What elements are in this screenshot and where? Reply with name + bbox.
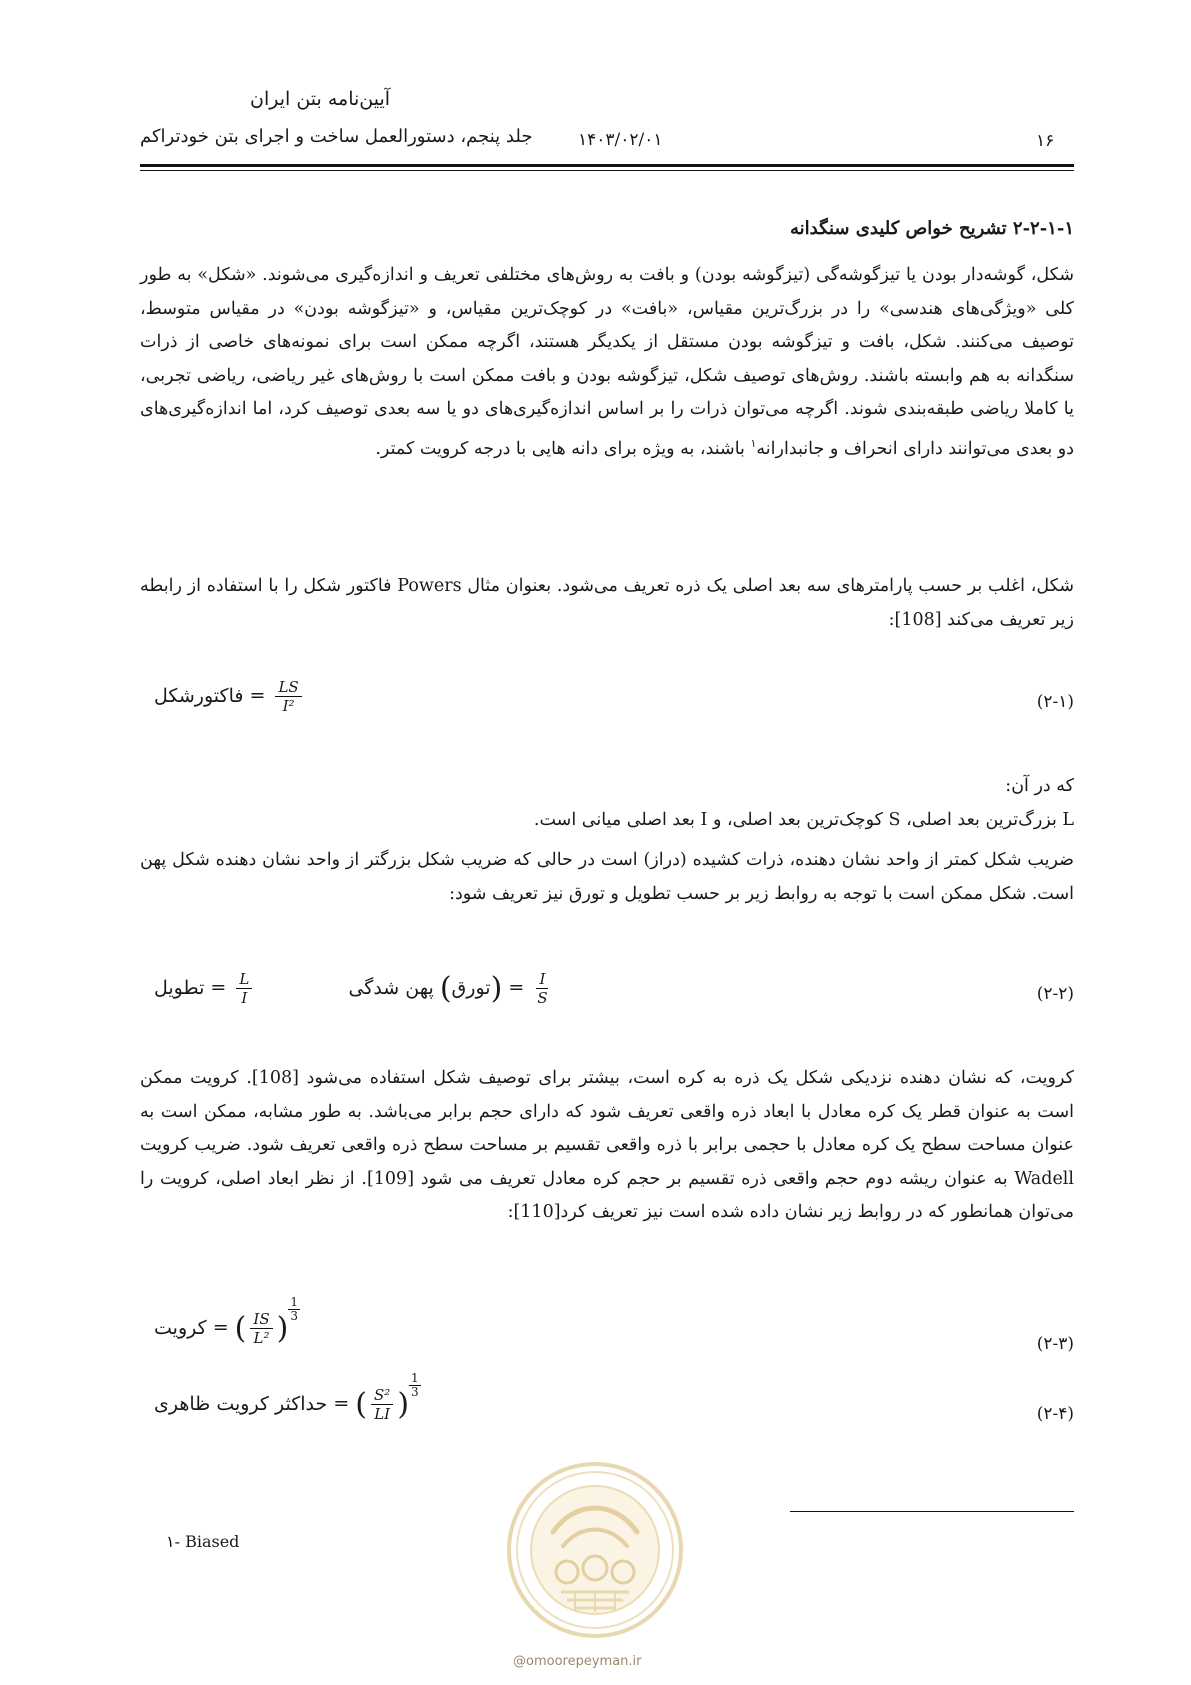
equation-number: (۲-۴)	[1036, 1404, 1074, 1424]
paragraph-text-tail: باشند، به ویژه برای دانه هایی با درجه کرویت کمتر.	[375, 438, 751, 459]
paragraph-sphericity: کرویت، که نشان دهنده نزدیکی شکل یک ذره به کره است، بیشتر برای توصیف شکل استفاده می‌شود [108]. کرویت ممکن است به عنوان قطر یک کره معادل با ابعاد ذره واقعی تعریف شود که دارای حجم برابر می‌باشد. به طور مشابه، ممکن است به عنوان مساحت سطح یک کره معادل با حجمی برابر با ذره واقعی تقسیم بر مساحت سطح ذره واقعی تعریف شود. ضریب کرویت Wadell به عنوان ریشه دوم حجم واقعی ذره تقسیم بر حجم کره معادل تعریف می شود [109]. از نظر ابعاد اصلی، کرویت را می‌توان همانطور که در روابط زیر نشان داده شده است نیز تعریف کرد[110]:	[140, 1068, 1074, 1222]
equation-label: حداکثر کرویت ظاهری	[154, 1392, 328, 1415]
paragraph-powers: شکل، اغلب بر حسب پارامترهای سه بعد اصلی یک ذره تعریف می‌شود. بعنوان مثال Powers فاکتور شکل را با استفاده از رابطه زیر تعریف می‌کند [108]:	[140, 576, 1075, 630]
equation-label-elongation: تطویل	[154, 976, 205, 999]
equation-exponent: $\frac{1}{3}$	[411, 1371, 419, 1399]
equation-fraction-elongation: $\frac{L}{I}$	[236, 970, 252, 1007]
header-rule-thin	[140, 170, 1074, 171]
equation-label-flakiness: تورق	[451, 976, 491, 999]
document-subtitle: جلد پنجم، دستورالعمل ساخت و اجرای بتن خودتراکم	[140, 126, 533, 147]
equation-1	[140, 678, 1074, 728]
equation-4: (۲-۴) حداکثر کرویت ظاهری = ( $\frac{\text{S²}}{LI}$ ) $\frac{1}{3}$	[154, 1371, 1074, 1424]
equation-label: فاکتورشکل	[154, 684, 244, 707]
equation-label-flatness: پهن شدگی	[348, 976, 434, 999]
paragraph-shape-factor: ضریب شکل کمتر از واحد نشان دهنده، ذرات کشیده (دراز) است در حالی که ضریب شکل بزرگتر از واحد نشان دهنده شکل پهن است. شکل ممکن است با توجه به روابط زیر بر حسب تطویل و تورق نیز تعریف شود:	[140, 850, 1074, 904]
watermark-seal	[505, 1460, 685, 1640]
equation-exponent: $\frac{1}{3}$	[290, 1295, 298, 1323]
equation-fraction: $\frac{LS}{\text{I²}}$	[275, 678, 301, 715]
section-heading: ۲-۲-۱-۱ تشریح خواص کلیدی سنگدانه	[789, 218, 1074, 239]
equation-fraction: $\frac{\text{S²}}{LI}$	[371, 1386, 393, 1423]
seal-logo-icon	[505, 1460, 685, 1640]
page-number: ۱۶	[1036, 131, 1055, 151]
equation-fraction: $\frac{IS}{\text{L²}}$	[250, 1310, 272, 1347]
equation-2: (۲-۲) تطویل = $\frac{L}{I}$ پهن شدگی (تورق) = $\frac{I}{S}$	[154, 970, 1074, 1007]
equation-number: (۲-۲)	[1036, 984, 1074, 1004]
document-date: ۱۴۰۳/۰۲/۰۱	[578, 130, 663, 150]
watermark-url: @omoorepeyman.ir	[513, 1654, 642, 1669]
equation-number: (۲-۳)	[1036, 1334, 1074, 1354]
where-label: که در آن:	[1005, 776, 1074, 796]
equation-number: (۲-۱)	[1036, 692, 1074, 712]
header-rule-thick	[140, 164, 1074, 167]
equation-3: (۲-۳) کرویت = ( $\frac{IS}{\text{L²}}$ ) $\frac{1}{3}$	[154, 1295, 1074, 1354]
footnote: ۱- Biased	[166, 1532, 240, 1551]
paragraph-shape-definition	[140, 259, 1074, 466]
dimension-definitions: L بزرگ‌ترین بعد اصلی، S کوچک‌ترین بعد اصلی، و I بعد اصلی میانی است.	[533, 810, 1074, 830]
footnote-marker: ۱	[750, 436, 757, 450]
paragraph-text: شکل، گوشه‌دار بودن یا تیزگوشه‌گی (تیزگوشه بودن) و بافت به روش‌های مختلفی تعریف و اندازه‌گیری می‌شوند. «شکل» به طور کلی «ویژگی‌های هندسی» را در بزرگ‌ترین مقیاس، «بافت» در کوچک‌ترین مقیاس، و «تیزگوشه بودن» در مقیاس متوسط، توصیف می‌کنند. شکل، بافت و تیزگوشه بودن مستقل از یکدیگر هستند، اگرچه ممکن است برای نمونه‌های خاصی از ذرات سنگدانه به هم وابسته باشند. روش‌های توصیف شکل، تیزگوشه بودن و بافت ممکن است با روش‌های غیر ریاضی، ریاضی تجربی، یا کاملا ریاضی طبقه‌بندی شوند. اگرچه می‌توان ذرات را بر اساس اندازه‌گیری‌های دو یا سه بعدی توصیف کرد، اما اندازه‌گیری‌های دو بعدی می‌توانند دارای انحراف و جانبدارانه	[140, 265, 1074, 459]
document-title: آیین‌نامه بتن ایران	[250, 88, 391, 110]
equation-fraction-flatness: $\frac{I}{S}$	[537, 970, 548, 1007]
footnote-rule	[790, 1511, 1074, 1512]
equals-sign: =	[249, 684, 272, 707]
equation-label: کرویت	[154, 1316, 207, 1339]
